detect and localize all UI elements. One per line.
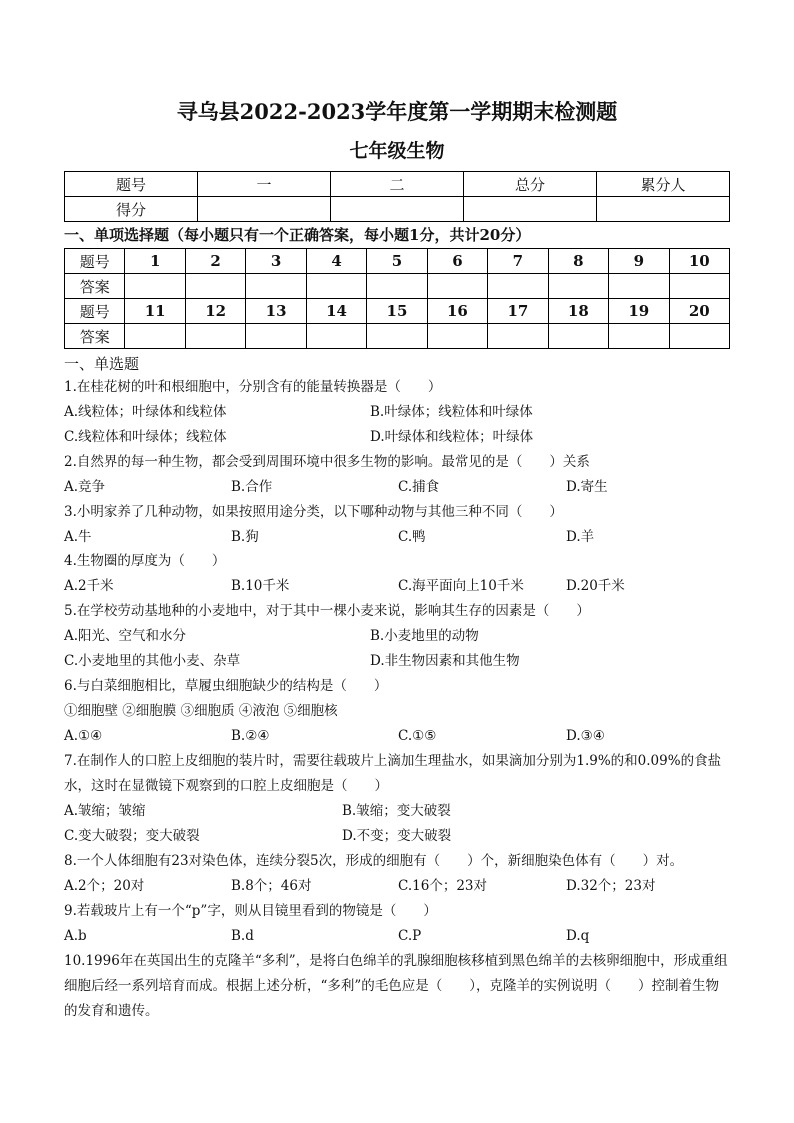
question-number: 9 [609,249,669,274]
option-b[interactable]: B.10千米 [231,578,290,594]
options-row [64,649,730,674]
option-c[interactable]: C.鸭 [398,529,426,545]
option-a[interactable]: A.b [64,928,87,944]
option-b[interactable]: B.叶绿体；线粒体和叶绿体 [370,404,533,420]
answer-cell[interactable] [125,274,185,299]
option-c[interactable]: C.线粒体和叶绿体；线粒体 [64,429,227,445]
question-text: 9.若载玻片上有一个“p”字，则从目镜里看到的物镜是（ ） [64,903,437,919]
options-row [64,924,730,949]
option-d[interactable]: D.q [566,928,590,944]
option-d[interactable]: D.叶绿体和线粒体；叶绿体 [370,429,534,445]
score-cell: 得分 [65,197,198,222]
score-input-cell[interactable] [464,197,597,222]
answer-cell[interactable] [488,274,548,299]
option-d[interactable]: D.寄生 [566,479,608,495]
answer-cell[interactable] [609,274,669,299]
option-b[interactable]: B.②④ [231,728,270,744]
option-c[interactable]: C.小麦地里的其他小麦、杂草 [64,653,241,669]
score-cell: 总分 [464,172,597,197]
answer-cell[interactable] [669,324,729,349]
options-row [64,400,730,425]
option-a[interactable]: A.牛 [64,529,92,545]
options-row [64,824,730,849]
answer-cell[interactable] [548,274,608,299]
question-text: 4.生物圈的厚度为（ ） [64,553,226,569]
question-text: 6.与白菜细胞相比，草履虫细胞缺少的结构是（ ） [64,678,388,694]
answer-cell[interactable] [367,274,427,299]
options-row [64,525,730,550]
question-text: 1.在桂花树的叶和根细胞中，分别含有的能量转换器是（ ） [64,379,442,395]
question-number: 3 [246,249,306,274]
question-text: 8.一个人体细胞有23对染色体，连续分裂5次，形成的细胞有（ ）个，新细胞染色体有（ ）对。 [64,853,684,869]
option-c[interactable]: C.①⑤ [398,728,437,744]
answer-number-row [65,299,730,324]
option-c[interactable]: C.16个；23对 [398,878,487,894]
score-table-row [65,172,730,197]
option-d[interactable]: D.羊 [566,529,595,545]
score-cell: 二 [331,172,464,197]
answer-cell[interactable] [427,274,487,299]
answer-cell[interactable] [306,324,366,349]
answer-cell[interactable] [246,274,306,299]
option-d[interactable]: D.不变；变大破裂 [342,828,452,844]
answer-number-row [65,249,730,274]
option-b[interactable]: B.皱缩；变大破裂 [342,803,451,819]
options-row [64,475,730,500]
answer-table [64,248,730,349]
question-number: 4 [306,249,366,274]
exam-title: 寻乌县2022-2023学年度第一学期期末检测题 [176,99,618,124]
answer-cell[interactable] [125,324,185,349]
option-b[interactable]: B.小麦地里的动物 [370,628,479,644]
option-d[interactable]: D.32个；23对 [566,878,656,894]
section-heading: 一、单选题 [64,355,140,373]
option-a[interactable]: A.线粒体；叶绿体和线粒体 [64,404,227,420]
question-number: 20 [669,299,729,324]
question-text: 7.在制作人的口腔上皮细胞的装片时，需要往载玻片上滴加生理盐水，如果滴加分别为1.9%的和0.09%的食盐水，这时在显微镜下观察到的口腔上皮细胞是（ ） [64,753,722,794]
question-number: 15 [367,299,427,324]
option-c[interactable]: C.捕食 [398,479,440,495]
answer-cell[interactable] [427,324,487,349]
option-a[interactable]: A.阳光、空气和水分 [64,628,187,644]
option-c[interactable]: C.变大破裂；变大破裂 [64,828,200,844]
answer-row [65,324,730,349]
score-input-cell[interactable] [198,197,331,222]
option-d[interactable]: D.非生物因素和其他生物 [370,653,520,669]
option-b[interactable]: B.合作 [231,479,273,495]
answer-label: 题号 [65,299,125,324]
options-row [64,799,730,824]
option-d[interactable]: D.20千米 [566,578,625,594]
question-text: 2.自然界的每一种生物，都会受到周围环境中很多生物的影响。最常见的是（ ）关系 [64,454,590,470]
question-number: 12 [185,299,245,324]
option-b[interactable]: B.8个；46对 [231,878,312,894]
question-number: 16 [427,299,487,324]
option-c[interactable]: C.P [398,928,422,944]
answer-cell[interactable] [367,324,427,349]
option-a[interactable]: A.皱缩；皱缩 [64,803,146,819]
score-table-row [65,197,730,222]
answer-cell[interactable] [185,274,245,299]
answer-cell[interactable] [548,324,608,349]
score-input-cell[interactable] [597,197,730,222]
option-a[interactable]: A.2千米 [64,578,114,594]
answer-cell[interactable] [609,324,669,349]
answer-cell[interactable] [246,324,306,349]
question-number: 1 [125,249,185,274]
answer-label: 答案 [65,324,125,349]
option-a[interactable]: A.竞争 [64,479,106,495]
option-a[interactable]: A.2个；20对 [64,878,145,894]
answer-cell[interactable] [306,274,366,299]
question-number: 13 [246,299,306,324]
options-row [64,574,730,599]
question-text: 5.在学校劳动基地种的小麦地中，对于其中一棵小麦来说，影响其生存的因素是（ ） [64,603,590,619]
question-number: 11 [125,299,185,324]
question-subtext: ①细胞壁 ②细胞膜 ③细胞质 ④液泡 ⑤细胞核 [64,703,338,719]
options-row [64,425,730,450]
option-a[interactable]: A.①④ [64,728,103,744]
options-row [64,724,730,749]
question-number: 19 [609,299,669,324]
question-number: 6 [427,249,487,274]
answer-cell[interactable] [669,274,729,299]
score-input-cell[interactable] [331,197,464,222]
answer-cell[interactable] [488,324,548,349]
option-b[interactable]: B.d [231,928,254,944]
section-heading: 一、单项选择题（每小题只有一个正确答案，每小题1分，共计20分） [64,226,531,244]
option-b[interactable]: B.狗 [231,529,259,545]
question-number: 18 [548,299,608,324]
question-number: 5 [367,249,427,274]
question-text: 10.1996年在英国出生的克隆羊“多利”，是将白色绵羊的乳腺细胞核移植到黑色绵羊的去核卵细胞中，形成重组细胞后经一系列培育而成。根据上述分析，“多利”的毛色应是（ ），克隆羊的实例说明（ ）控制着生物的发育和遗传。 [64,953,728,1019]
options-row [64,874,730,899]
score-cell: 一 [198,172,331,197]
score-cell: 累分人 [597,172,730,197]
question-number: 17 [488,299,548,324]
options-row [64,624,730,649]
question-number: 14 [306,299,366,324]
answer-row [65,274,730,299]
score-table [64,171,730,222]
option-d[interactable]: D.③④ [566,728,605,744]
question-number: 7 [488,249,548,274]
question-text: 3.小明家养了几种动物，如果按照用途分类，以下哪种动物与其他三种不同（ ） [64,504,563,520]
answer-label: 答案 [65,274,125,299]
option-c[interactable]: C.海平面向上10千米 [398,578,524,594]
score-cell: 题号 [65,172,198,197]
question-number: 2 [185,249,245,274]
question-number: 10 [669,249,729,274]
answer-cell[interactable] [185,324,245,349]
answer-label: 题号 [65,249,125,274]
question-number: 8 [548,249,608,274]
exam-subtitle: 七年级生物 [349,140,445,162]
